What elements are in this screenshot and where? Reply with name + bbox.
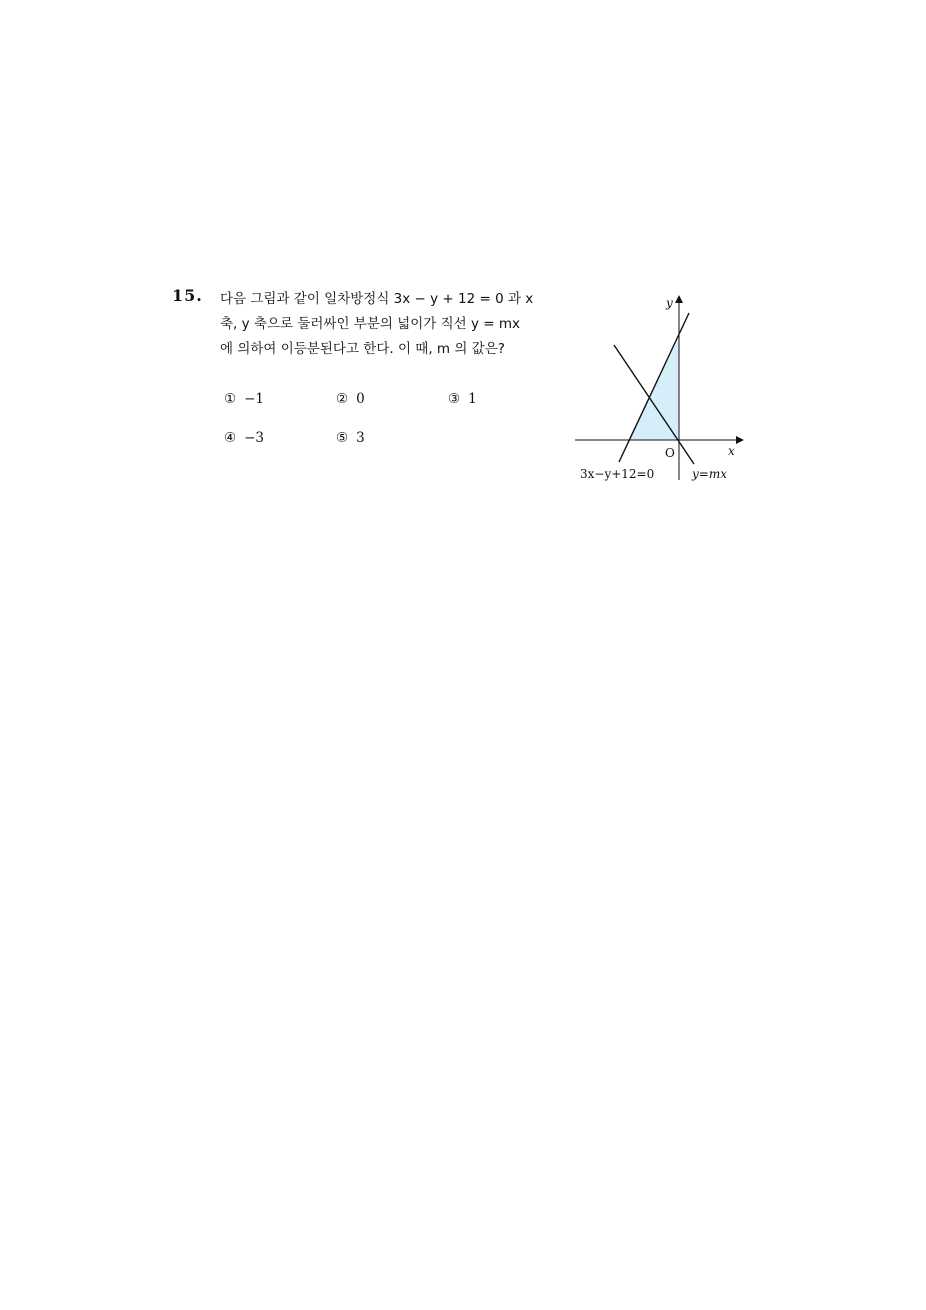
line1-label: 3x−y+12=0 bbox=[580, 467, 655, 481]
choice-3[interactable] bbox=[448, 391, 477, 407]
problem-text-line-3: 에 의하여 이등분된다고 한다. 이 때, m 의 값은? bbox=[220, 341, 505, 357]
choice-2-marker: ② bbox=[336, 391, 349, 407]
choice-2-value: 0 bbox=[356, 391, 365, 407]
coordinate-figure-svg bbox=[570, 292, 750, 487]
choice-3-marker: ③ bbox=[448, 391, 461, 407]
choice-1[interactable] bbox=[224, 391, 264, 407]
problem-text-line-1: 다음 그림과 같이 일차방정식 3x − y + 12 = 0 과 x bbox=[220, 291, 534, 307]
problem-text bbox=[220, 287, 565, 362]
problem-number: 15. bbox=[172, 286, 203, 305]
line2-label: y=mx bbox=[692, 467, 727, 481]
y-axis-label: y bbox=[666, 296, 673, 310]
x-axis-label: x bbox=[728, 444, 735, 458]
choice-5-marker: ⑤ bbox=[336, 430, 349, 446]
choice-4[interactable] bbox=[224, 430, 264, 446]
choice-4-marker: ④ bbox=[224, 430, 237, 446]
choice-1-marker: ① bbox=[224, 391, 237, 407]
problem-text-line-2: 축, y 축으로 둘러싸인 부분의 넓이가 직선 y = mx bbox=[220, 316, 520, 332]
choice-5-value: 3 bbox=[356, 430, 365, 446]
origin-label: O bbox=[665, 446, 675, 460]
choice-1-value: −1 bbox=[244, 391, 265, 407]
choice-4-value: −3 bbox=[244, 430, 265, 446]
coordinate-figure bbox=[570, 292, 750, 487]
choice-3-value: 1 bbox=[468, 391, 477, 407]
choice-2[interactable] bbox=[336, 391, 365, 407]
choice-5[interactable] bbox=[336, 430, 365, 446]
